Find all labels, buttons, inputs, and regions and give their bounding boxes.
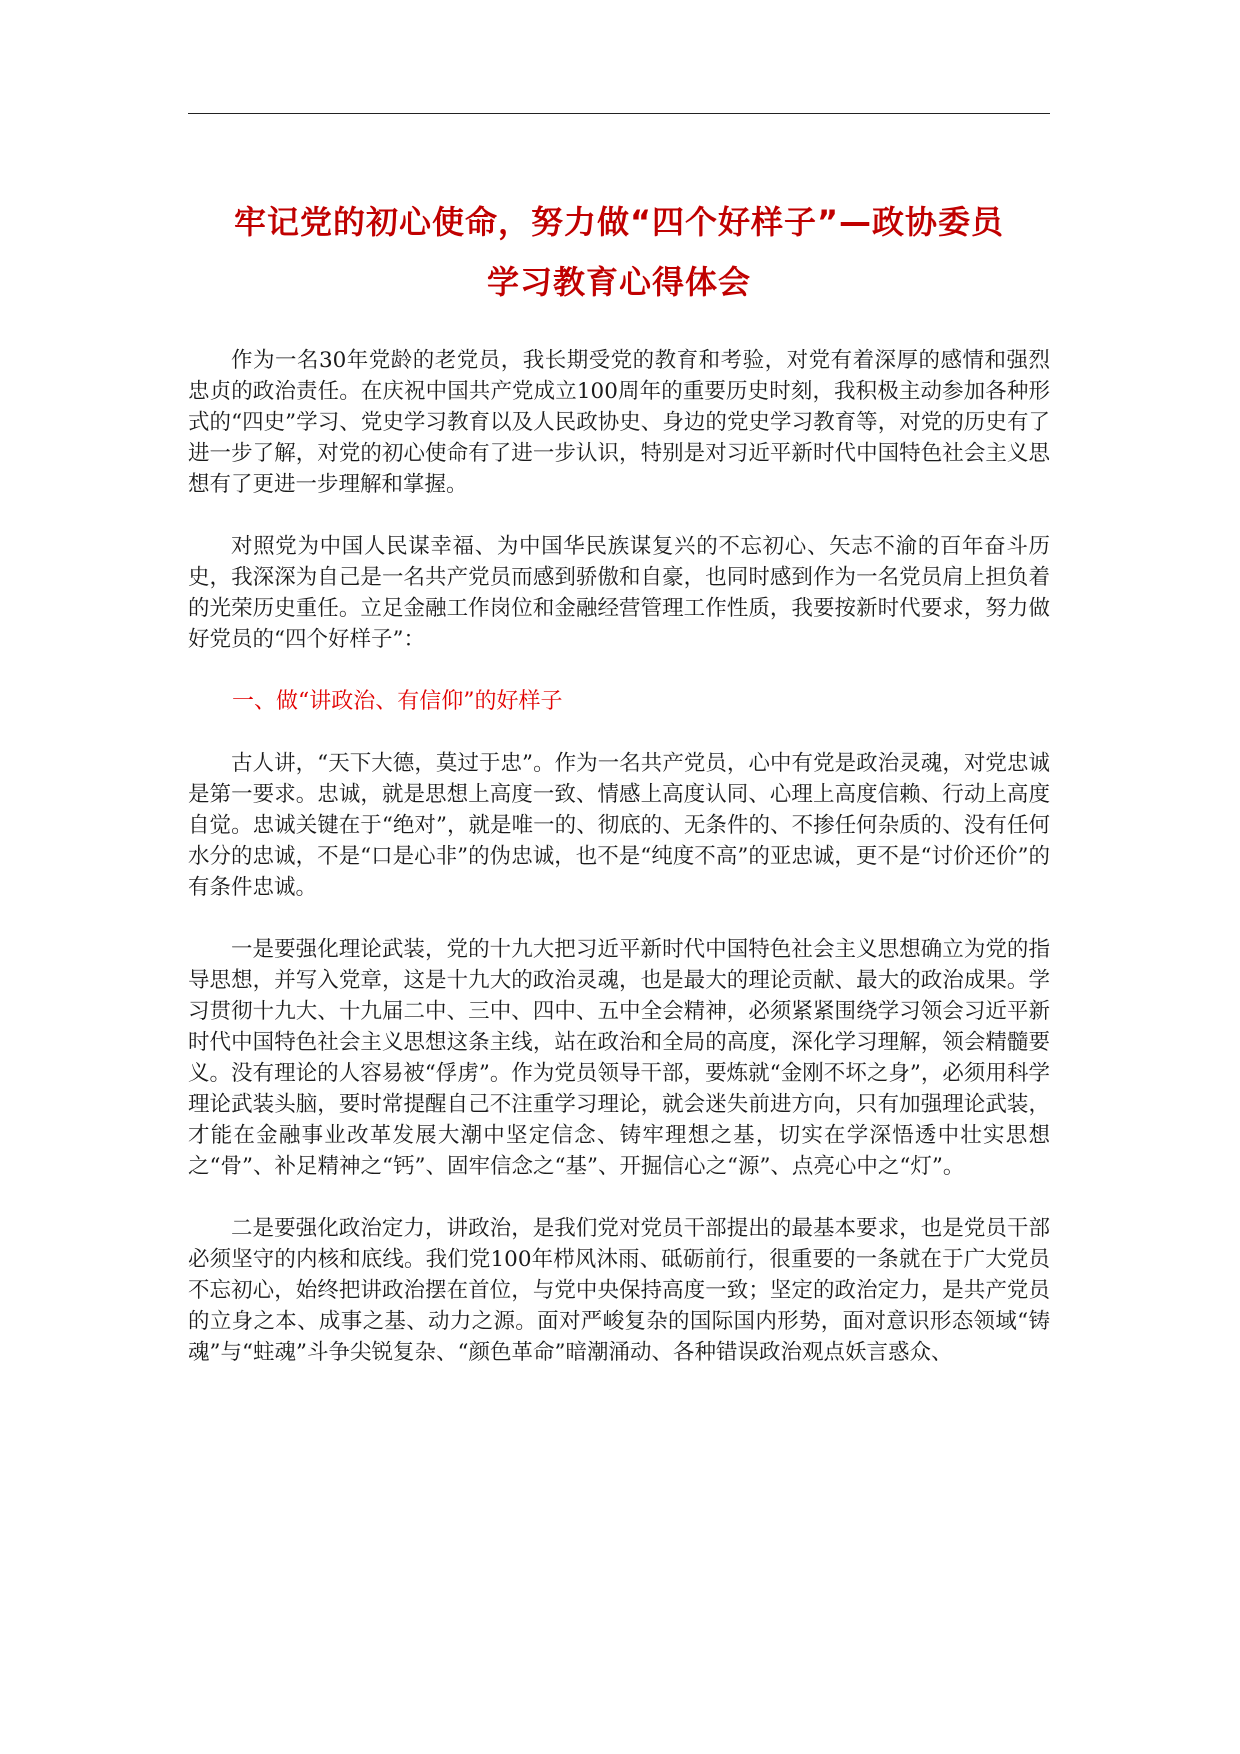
paragraph-intro-2: 对照党为中国人民谋幸福、为中国华民族谋复兴的不忘初心、矢志不渝的百年奋斗历史，我深深为自己是一名共产党员而感到骄傲和自豪，也同时感到作为一名党员肩上担负着的光荣历史重任。立足金融工作岗位和金融经营管理工作性质，我要按新时代要求，努力做好党员的“四个好样子”： (188, 534, 1050, 652)
document-title (188, 192, 1050, 312)
header-rule (188, 113, 1050, 114)
paragraph-section1-2: 一是要强化理论武装，党的十九大把习近平新时代中国特色社会主义思想确立为党的指导思想，并写入党章，这是十九大的政治灵魂，也是最大的理论贡献、最大的政治成果。学习贯彻十九大、十九届二中、三中、四中、五中全会精神，必须紧紧围绕学习领会习近平新时代中国特色社会主义思想这条主线，站在政治和全局的高度，深化学习理解，领会精髓要义。没有理论的人容易被“俘虏”。作为党员领导干部，要炼就“金刚不坏之身”，必须用科学理论武装头脑，要时常提醒自己不注重学习理论，就会迷失前进方向，只有加强理论武装，才能在金融事业改革发展大潮中坚定信念、铸牢理想之基，切实在学深悟透中壮实思想之“骨”、补足精神之“钙”、固牢信念之“基”、开掘信心之“源”、点亮心中之“灯”。 (188, 937, 1050, 1179)
section-heading-1: 一、做“讲政治、有信仰”的好样子 (232, 689, 563, 714)
title-line-1: 牢记党的初心使命，努力做“四个好样子”—政协委员 (233, 203, 1005, 241)
paragraph-section1-1: 古人讲，“天下大德，莫过于忠”。作为一名共产党员，心中有党是政治灵魂，对党忠诚是第一要求。忠诚，就是思想上高度一致、情感上高度认同、心理上高度信赖、行动上高度自觉。忠诚关键在于“绝对”，就是唯一的、彻底的、无条件的、不掺任何杂质的、没有任何水分的忠诚，不是“口是心非”的伪忠诚，也不是“纯度不高”的亚忠诚，更不是“讨价还价”的有条件忠诚。 (188, 751, 1050, 900)
paragraph-intro-1: 作为一名30年党龄的老党员，我长期受党的教育和考验，对党有着深厚的感情和强烈忠贞的政治责任。在庆祝中国共产党成立100周年的重要历史时刻，我积极主动参加各种形式的“四史”学习、党史学习教育以及人民政协史、身边的党史学习教育等，对党的历史有了进一步了解，对党的初心使命有了进一步认识，特别是对习近平新时代中国特色社会主义思想有了更进一步理解和掌握。 (188, 348, 1050, 497)
document-body (188, 345, 1050, 1399)
title-line-2: 学习教育心得体会 (486, 263, 751, 301)
paragraph-section1-3: 二是要强化政治定力，讲政治，是我们党对党员干部提出的最基本要求，也是党员干部必须坚守的内核和底线。我们党100年栉风沐雨、砥砺前行，很重要的一条就在于广大党员不忘初心，始终把讲政治摆在首位，与党中央保持高度一致；坚定的政治定力，是共产党员的立身之本、成事之基、动力之源。面对严峻复杂的国际国内形势，面对意识形态领域“铸魂”与“蛀魂”斗争尖锐复杂、“颜色革命”暗潮涌动、各种错误政治观点妖言惑众、 (188, 1216, 1050, 1365)
